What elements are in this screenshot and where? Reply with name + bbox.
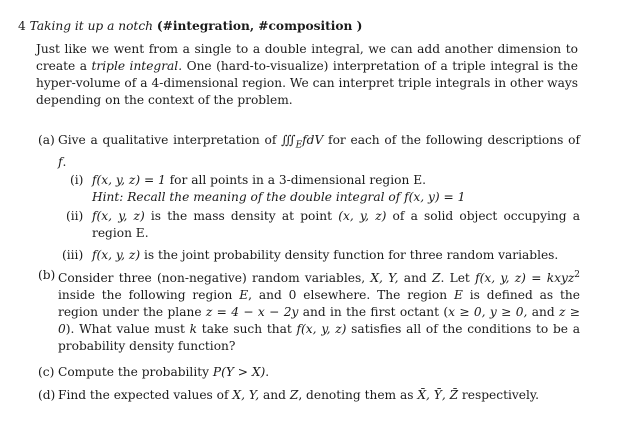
part-b-m2: Z <box>431 271 441 286</box>
subpart-iii <box>62 247 580 264</box>
part-c-desc: Compute the probability <box>58 365 213 379</box>
part-b-m9: k <box>189 322 198 337</box>
intro-text-2: One (hard-to-visualize) interpretation of a triple integral is the hyper-volume of a 4-dimensional region. We can interpret triple integrals in other ways depending on the context of the problem. <box>36 59 578 107</box>
subpart-i-desc: for all points in a 3-dimensional region E. <box>165 173 426 187</box>
part-b-m3: f(x, y, z) = kxyz <box>475 271 575 286</box>
part-d-m1: X, Y, <box>232 388 260 402</box>
subpart-i-hint: Hint: Recall the meaning of the double integral of f(x, y) = 1 <box>92 190 466 204</box>
part-b-m7: x ≥ 0, y ≥ 0, <box>448 305 528 320</box>
part-b-m4: E <box>239 288 249 303</box>
part-b-t10: take such that <box>197 322 297 337</box>
part-a-f: f <box>58 155 63 170</box>
part-b-m8: z ≥ 0 <box>58 305 580 337</box>
part-d <box>38 387 598 404</box>
part-b-t6: is defined as the region under the plane <box>58 288 580 320</box>
part-c <box>38 364 580 381</box>
part-b-t5: , and 0 elsewhere. The region <box>248 288 454 303</box>
subpart-ii <box>66 208 580 242</box>
part-d-t1: Find the expected values of <box>58 388 233 402</box>
subpart-iii-math: f(x, y, z) <box>92 248 141 262</box>
problem-intro <box>36 41 578 109</box>
part-b-t3: . Let <box>440 271 476 286</box>
part-b-t1: Consider three (non-negative) random variables, <box>58 271 371 286</box>
subpart-ii-text <box>92 208 580 242</box>
intro-text-1: Just like we went from a single to a double integral, we can add another dimension to create a <box>36 42 578 73</box>
subpart-ii-math-1: f(x, y, z) <box>92 209 145 223</box>
subpart-i-label: (i) <box>70 173 84 187</box>
part-b-t4: inside the following region <box>58 288 240 303</box>
subpart-i-math: f(x, y, z) = 1 <box>92 173 166 187</box>
integral-region: E <box>295 140 303 151</box>
part-b-sup: 2 <box>574 270 580 280</box>
subpart-ii-label: (ii) <box>66 209 84 223</box>
part-d-m3: X̄, Ȳ, Z̄ <box>417 388 459 402</box>
triple-integral-sign: ∭ <box>281 133 296 147</box>
subpart-iii-desc: is the joint probability density function for three random variables. <box>140 248 559 262</box>
part-b-m5: E <box>453 288 463 303</box>
part-d-text <box>58 387 598 404</box>
part-a-period: . <box>62 155 67 170</box>
part-a-label: (a) <box>38 133 55 147</box>
part-b-t11: satisfies all of the conditions to be a probability density function? <box>58 322 580 354</box>
problem-tags: (#integration, #composition ) <box>156 19 363 33</box>
part-c-end: . <box>265 365 270 379</box>
subpart-ii-text-2: of a solid object occupying a region E. <box>92 209 580 240</box>
integrand: fdV <box>302 133 324 147</box>
problem-heading <box>18 18 362 35</box>
part-b <box>38 267 580 355</box>
part-c-label: (c) <box>38 365 55 379</box>
part-b-m10: f(x, y, z) <box>296 322 347 337</box>
part-b-text <box>58 267 580 355</box>
part-d-t4: respectively. <box>458 388 539 402</box>
part-b-m1: X, Y, <box>370 271 399 286</box>
part-a-text <box>58 132 580 171</box>
part-d-m2: Z <box>289 388 299 402</box>
part-a <box>38 132 580 171</box>
part-c-math: P(Y > X) <box>212 365 266 379</box>
subpart-i <box>70 172 580 206</box>
subpart-iii-label: (iii) <box>62 248 84 262</box>
part-b-t9: ). What value must <box>65 322 190 337</box>
subpart-ii-text-1: is the mass density at point <box>144 209 339 223</box>
part-d-t2: and <box>259 388 290 402</box>
problem-number: 4 <box>18 19 26 33</box>
part-d-t3: , denoting them as <box>298 388 418 402</box>
part-b-label: (b) <box>38 268 56 282</box>
intro-emphasis: triple integral. <box>91 59 183 73</box>
part-c-text <box>58 364 580 381</box>
subpart-ii-math-2: (x, y, z) <box>338 209 387 223</box>
part-b-t7: and in the first octant ( <box>298 305 449 320</box>
part-a-text-1: Give a qualitative interpretation of <box>58 133 282 147</box>
part-b-m6: z = 4 − x − 2y <box>205 305 299 320</box>
problem-title: Taking it up a notch <box>29 19 153 33</box>
subpart-i-text <box>92 172 580 189</box>
part-a-text-3: for each of the following descriptions of <box>323 133 581 147</box>
part-b-t8: and <box>527 305 559 320</box>
subpart-iii-text <box>92 247 580 264</box>
part-b-t2: and <box>398 271 432 286</box>
part-d-label: (d) <box>38 388 56 402</box>
